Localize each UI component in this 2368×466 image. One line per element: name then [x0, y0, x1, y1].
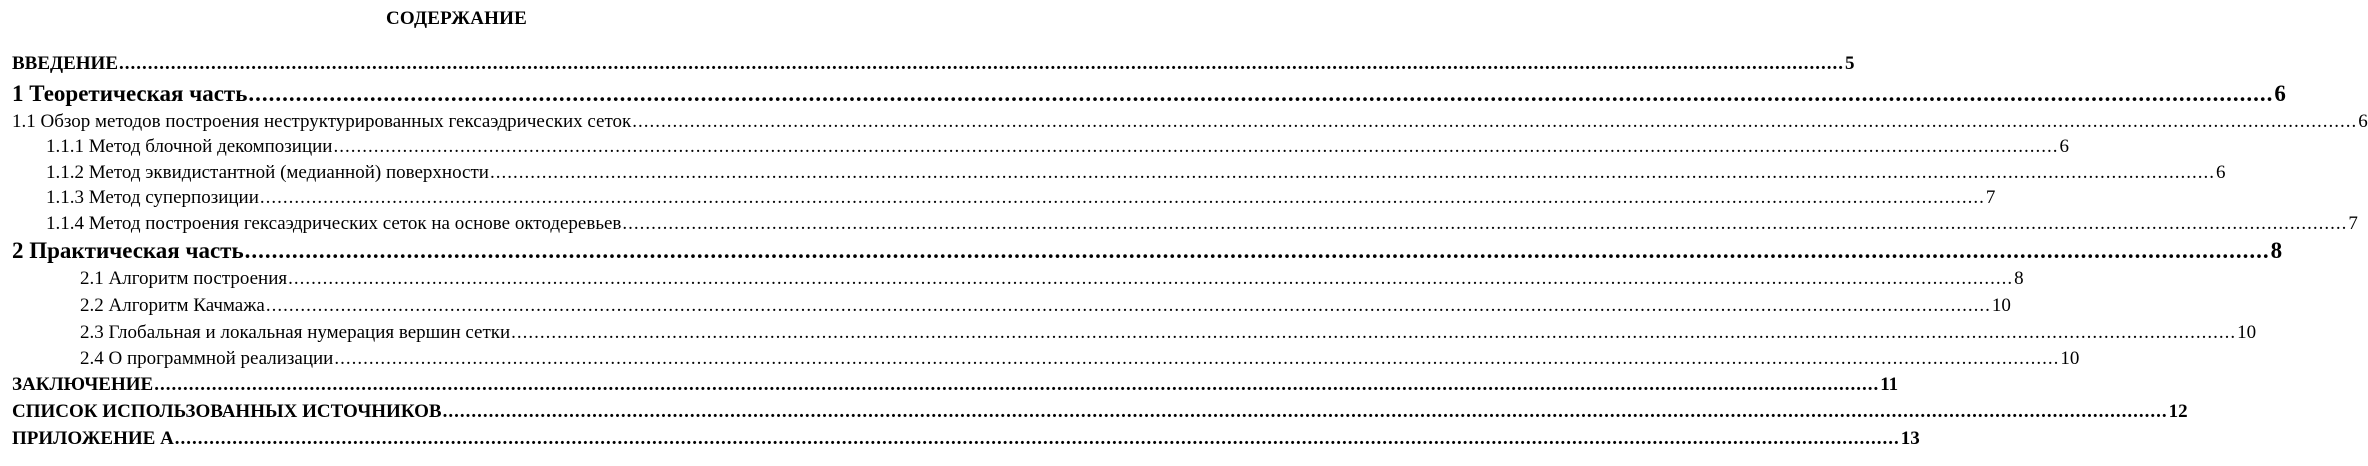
toc-entry-page: 10 [1991, 295, 2011, 316]
toc-entry-label: 1.1.4 Метод построения гексаэдрических сеток на основе октодеревьев [46, 213, 622, 234]
toc-title: СОДЕРЖАНИЕ [386, 8, 527, 29]
toc-entry-label: 1.1.3 Метод суперпозиции [46, 187, 259, 208]
toc-entry-page: 10 [2237, 322, 2257, 343]
toc-entry-page: 6 [2358, 111, 2368, 132]
toc-entry [12, 401, 2188, 423]
toc-entry-label: 2.3 Глобальная и локальная нумерация вершин сетки [80, 322, 511, 343]
toc-entry-page: 6 [2215, 162, 2226, 183]
toc-entry [12, 81, 2286, 107]
toc-entry [80, 295, 2011, 317]
toc-entry [80, 322, 2257, 344]
toc-entry [46, 162, 2226, 184]
toc-entry-label: ЗАКЛЮЧЕНИЕ [12, 374, 154, 395]
toc-entry-page: 5 [1845, 53, 1855, 74]
toc-entry-page: 6 [2059, 136, 2069, 157]
toc-leader: ............................................................................................................................................................................................................................................................................................................ [442, 401, 2168, 422]
toc-entry-label: 2.1 Алгоритм построения [80, 268, 288, 289]
toc-leader: ............................................................................................................................................................................................................................................................................................................ [511, 322, 2237, 343]
toc-entry-label: 1.1.2 Метод эквидистантной (медианной) поверхности [46, 162, 489, 183]
toc-entry-page: 8 [2270, 238, 2283, 263]
toc-entry [46, 213, 2358, 235]
toc-entry [12, 111, 2368, 133]
toc-leader: ............................................................................................................................................................................................................................................................................................................ [244, 238, 2270, 263]
toc-entry-label: 2 Практическая часть [12, 238, 244, 263]
toc-entry-label: ПРИЛОЖЕНИЕ А [12, 428, 174, 449]
toc-leader: ............................................................................................................................................................................................................................................................................................................ [288, 268, 2014, 289]
toc-entry-page: 12 [2168, 401, 2188, 422]
toc-entry-label: 2.4 О программной реализации [80, 348, 334, 369]
toc-entry [80, 268, 2024, 290]
toc-leader: ............................................................................................................................................................................................................................................................................................................ [259, 187, 1985, 208]
toc-entry-label: 1.1.1 Метод блочной декомпозиции [46, 136, 333, 157]
toc-entry-page: 13 [1900, 428, 1920, 449]
toc-entry-page: 8 [2014, 268, 2024, 289]
toc-entry-label: ВВЕДЕНИЕ [12, 53, 118, 74]
toc-entry-page: 7 [1985, 187, 1996, 208]
toc-entry-label: СПИСОК ИСПОЛЬЗОВАННЫХ ИСТОЧНИКОВ [12, 401, 442, 422]
toc-entry-page: 10 [2060, 348, 2080, 369]
toc-entry-page: 6 [2274, 81, 2286, 106]
toc-leader: ............................................................................................................................................................................................................................................................................................................ [154, 374, 1880, 395]
toc-entry [12, 238, 2283, 264]
toc-leader: ............................................................................................................................................................................................................................................................................................................ [174, 428, 1900, 449]
toc-entry [80, 348, 2080, 370]
toc-entry [46, 136, 2069, 158]
toc-entry [12, 428, 1920, 450]
toc-entry-label: 1 Теоретическая часть [12, 81, 248, 106]
toc-entry-page: 11 [1880, 374, 1899, 395]
toc-leader: ............................................................................................................................................................................................................................................................................................................ [265, 295, 1991, 316]
toc-entry [46, 187, 1996, 209]
toc-entry [12, 53, 1855, 75]
toc-leader: ............................................................................................................................................................................................................................................................................................................ [622, 213, 2348, 234]
toc-leader: ............................................................................................................................................................................................................................................................................................................ [333, 136, 2059, 157]
toc-entry [12, 374, 1899, 396]
toc-entry-label: 2.2 Алгоритм Качмажа [80, 295, 265, 316]
toc-leader: ............................................................................................................................................................................................................................................................................................................ [489, 162, 2215, 183]
toc-leader: ............................................................................................................................................................................................................................................................................................................ [334, 348, 2060, 369]
toc-leader: ............................................................................................................................................................................................................................................................................................................ [248, 81, 2274, 106]
toc-entry-page: 7 [2348, 213, 2358, 234]
toc-entry-label: 1.1 Обзор методов построения неструктурированных гексаэдрических сеток [12, 111, 632, 132]
toc-leader: ............................................................................................................................................................................................................................................................................................................ [119, 53, 1844, 74]
toc-leader: ............................................................................................................................................................................................................................................................................................................ [632, 111, 2358, 132]
